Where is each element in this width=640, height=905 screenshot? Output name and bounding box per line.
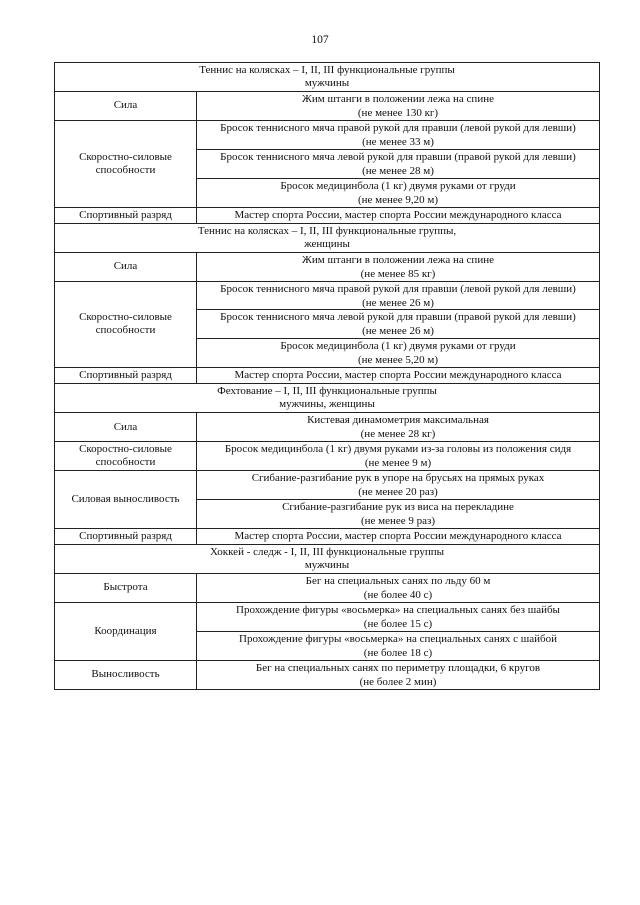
category-cell: Силовая выносливость [55, 471, 197, 529]
test-cell [197, 207, 600, 223]
section-header-row [55, 384, 600, 413]
standards-table [54, 62, 600, 690]
table-row [55, 252, 600, 281]
section-title: Теннис на колясках – I, II, III функциональные группы [199, 64, 455, 76]
category-cell: Скоростно-силовые способности [55, 281, 197, 368]
test-cell [197, 339, 600, 368]
category-cell: Сила [55, 91, 197, 120]
test-name: Сгибание-разгибание рук в упоре на брусьях на прямых руках [251, 472, 545, 485]
section-subtitle: мужчины, женщины [279, 398, 375, 411]
test-name: Бросок медицинбола (1 кг) двумя руками от груди [280, 340, 516, 353]
test-name: Бросок теннисного мяча правой рукой для правши (левой рукой для левши) [220, 121, 576, 134]
table-row [55, 602, 600, 631]
test-cell [197, 120, 600, 149]
section-header-row [55, 544, 600, 573]
table-row [55, 660, 600, 689]
category-cell: Спортивный разряд [55, 368, 197, 384]
test-cell [197, 573, 600, 602]
test-norm: (не менее 9 раз) [360, 515, 436, 528]
section-header [55, 223, 600, 252]
category-cell: Спортивный разряд [55, 529, 197, 545]
test-cell [197, 529, 600, 545]
section-header [55, 384, 600, 413]
test-cell [197, 368, 600, 384]
category-cell: Выносливость [55, 660, 197, 689]
test-cell [197, 310, 600, 339]
table-row [55, 368, 600, 384]
test-norm: (не более 18 с) [363, 646, 433, 659]
test-name: Мастер спорта России, мастер спорта России международного класса [234, 530, 562, 542]
test-norm: (не менее 28 кг) [360, 428, 436, 441]
test-cell [197, 602, 600, 631]
table-row [55, 281, 600, 310]
table-row [55, 442, 600, 471]
test-cell [197, 281, 600, 310]
test-norm: (не менее 26 м) [362, 325, 434, 338]
table-row [55, 413, 600, 442]
table-row [55, 529, 600, 545]
category-cell: Сила [55, 413, 197, 442]
test-name: Сгибание-разгибание рук из виса на перекладине [282, 501, 514, 514]
section-title: Фехтование – I, II, III функциональные группы [217, 385, 437, 398]
test-cell [197, 442, 600, 471]
section-header-row [55, 63, 600, 92]
test-name: Бросок медицинбола (1 кг) двумя руками из-за головы из положения сидя [224, 443, 572, 456]
test-norm: (не более 2 мин) [359, 675, 437, 688]
test-name: Прохождение фигуры «восьмерка» на специальных санях с шайбой [239, 632, 557, 645]
test-name: Бросок теннисного мяча левой рукой для правши (правой рукой для левши) [220, 150, 576, 163]
table-row [55, 471, 600, 500]
test-cell [197, 471, 600, 500]
test-name: Бросок теннисного мяча левой рукой для правши (правой рукой для левши) [220, 311, 576, 324]
test-name: Жим штанги в положении лежа на спине [302, 92, 494, 105]
test-cell [197, 660, 600, 689]
section-title: Теннис на колясках – I, II, III функциональные группы, [197, 224, 457, 237]
test-norm: (не менее 85 кг) [360, 267, 436, 280]
test-cell [197, 413, 600, 442]
section-subtitle: мужчины [304, 76, 350, 89]
test-cell [197, 149, 600, 178]
table-row [55, 120, 600, 149]
test-cell [197, 500, 600, 529]
test-name: Бег на специальных санях по периметру площадки, 6 кругов [255, 661, 541, 674]
category-cell: Спортивный разряд [55, 207, 197, 223]
test-name: Бег на специальных санях по льду 60 м [305, 574, 491, 587]
test-norm: (не менее 130 кг) [357, 106, 439, 119]
section-header-row [55, 223, 600, 252]
section-header [55, 63, 600, 92]
category-cell: Сила [55, 252, 197, 281]
category-cell: Скоростно-силовые способности [55, 120, 197, 207]
category-cell: Скоростно-силовые способности [55, 442, 197, 471]
test-norm: (не менее 26 м) [362, 296, 434, 309]
test-cell [197, 631, 600, 660]
test-cell [197, 178, 600, 207]
test-name: Бросок теннисного мяча правой рукой для правши (левой рукой для левши) [220, 282, 576, 295]
test-name: Мастер спорта России, мастер спорта России международного класса [234, 208, 562, 221]
test-norm: (не более 40 с) [363, 588, 433, 601]
page-number: 107 [311, 34, 329, 46]
category-cell: Быстрота [55, 573, 197, 602]
test-norm: (не менее 9 м) [364, 457, 432, 470]
test-norm: (не менее 5,20 м) [357, 354, 439, 367]
section-subtitle: мужчины [304, 558, 350, 571]
section-header [55, 544, 600, 573]
test-name: Жим штанги в положении лежа на спине [302, 253, 494, 266]
test-norm: (не более 15 с) [363, 617, 433, 630]
test-cell [197, 91, 600, 120]
section-title: Хоккей - следж - I, II, III функциональные группы [210, 545, 444, 558]
test-norm: (не менее 9,20 м) [357, 193, 439, 206]
test-norm: (не менее 28 м) [362, 164, 434, 177]
table-row [55, 573, 600, 602]
test-name: Мастер спорта России, мастер спорта России международного класса [234, 369, 562, 382]
test-name: Бросок медицинбола (1 кг) двумя руками от груди [280, 179, 516, 192]
category-cell: Координация [55, 602, 197, 660]
section-subtitle: женщины [304, 237, 350, 250]
test-name: Кистевая динамометрия максимальная [307, 414, 489, 427]
table-row [55, 207, 600, 223]
test-norm: (не менее 20 раз) [358, 486, 438, 499]
test-name: Прохождение фигуры «восьмерка» на специальных санях без шайбы [236, 603, 560, 616]
test-norm: (не менее 33 м) [362, 135, 434, 148]
test-cell [197, 252, 600, 281]
table-row [55, 91, 600, 120]
